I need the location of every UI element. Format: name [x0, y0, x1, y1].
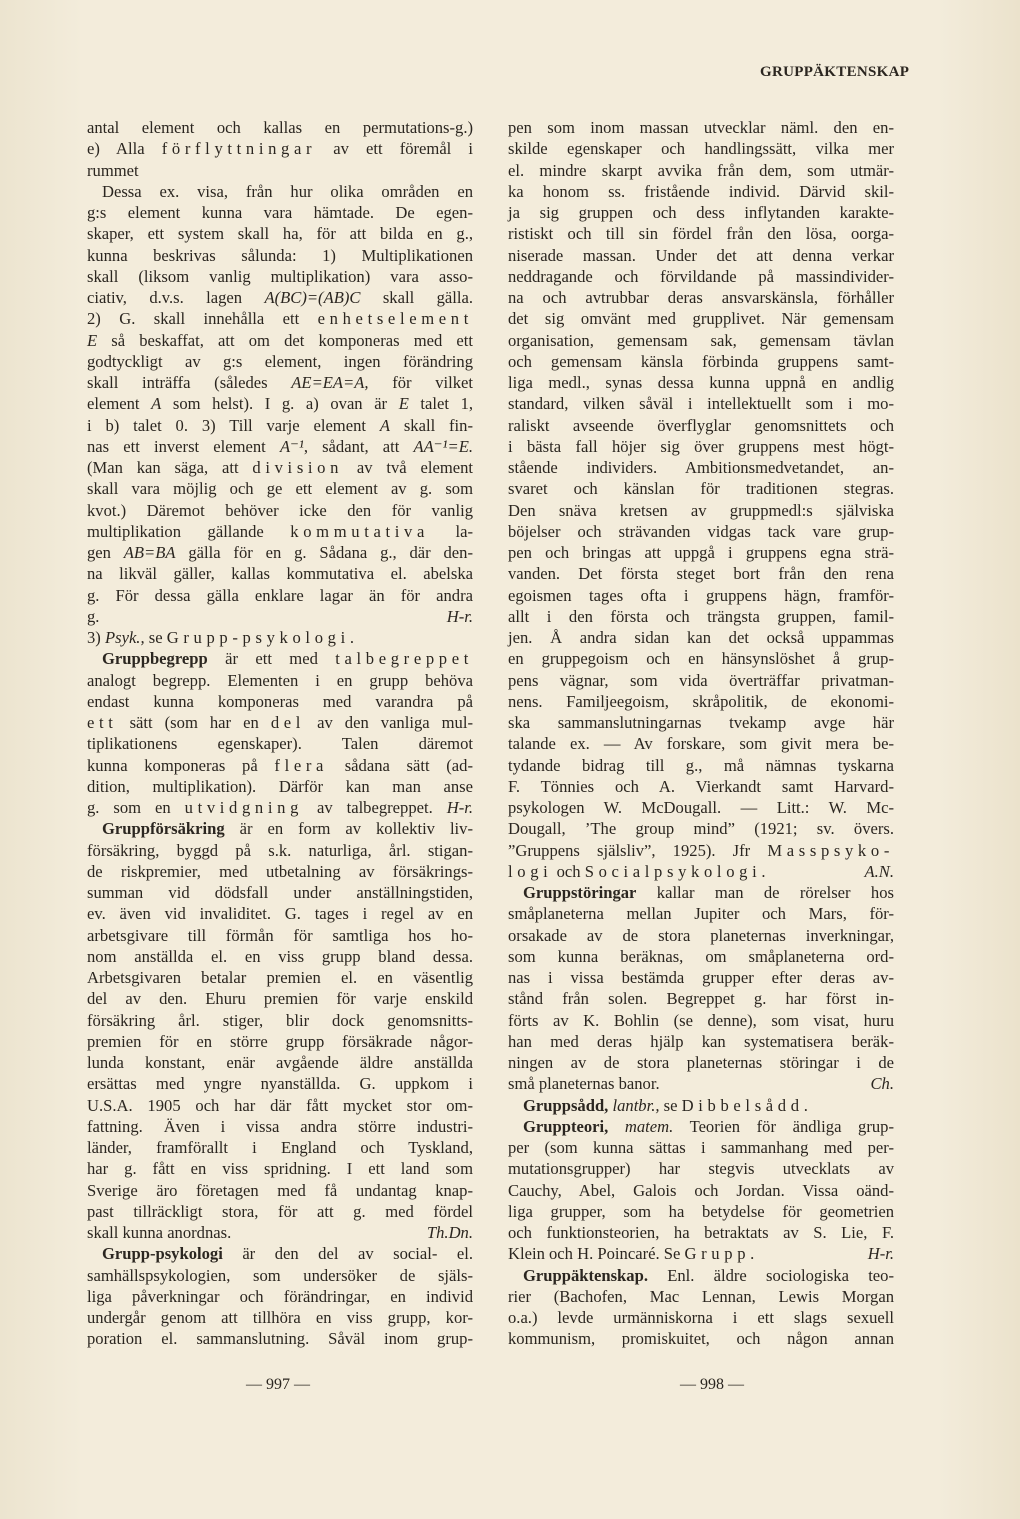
text-run: nens. Familjeegoism, skråpolitik, de ekonomi-	[508, 691, 894, 711]
italic-text: AB=BA	[123, 543, 176, 562]
text-line	[508, 1201, 894, 1222]
text-line	[87, 861, 473, 882]
text-run: har g. fått en viss spridning. I ett land som	[87, 1159, 473, 1179]
text-line	[508, 1265, 894, 1286]
text-run: niserade massan. Under det att denna verkar	[508, 245, 894, 265]
text-run: små planeternas banor.	[508, 1074, 660, 1094]
text-run: skall fin-	[389, 415, 473, 435]
text-line	[508, 181, 894, 202]
text-line	[508, 287, 894, 308]
text-run: böjelser och strävanden vidgas tack vare grup-	[508, 521, 894, 541]
text-line	[508, 266, 894, 287]
text-line	[508, 372, 894, 393]
text-line	[508, 925, 894, 946]
text-line	[508, 1243, 894, 1264]
running-title: GRUPPÄKTENSKAP	[760, 64, 910, 80]
spaced-emphasis: förflyttningar	[161, 139, 317, 159]
text-run: past tillräckligt stora, för att g. med fördel	[87, 1201, 473, 1221]
spaced-emphasis: Grupp.	[684, 1244, 759, 1264]
text-line	[508, 755, 894, 776]
text-line	[87, 1243, 473, 1264]
text-line	[87, 1286, 473, 1307]
text-run: 3)	[87, 628, 105, 647]
text-line	[508, 585, 894, 606]
text-run: det sig omvänt med grupplivet. När gemensam	[508, 309, 894, 329]
text-line	[87, 287, 473, 308]
text-line	[87, 1010, 473, 1031]
text-run: kommunism, promiskuitet, och någon annan	[508, 1329, 894, 1349]
text-run: neddragande och förvildande på massindivider-	[508, 266, 894, 286]
text-run: ska sammanslutningarnas tvekamp avge här	[508, 713, 894, 732]
text-line	[87, 138, 473, 159]
text-run: g:s element kunna vara hämtade. De egen-	[87, 203, 473, 222]
text-line	[508, 1010, 894, 1031]
text-run: av ett föremål i	[333, 139, 473, 159]
text-run: ”Gruppens själsliv”, 1925). Jfr	[508, 840, 768, 860]
text-line	[508, 521, 894, 542]
text-run: som helst). I g. a) ovan är	[161, 394, 399, 414]
text-line	[508, 542, 894, 563]
text-run: och	[556, 861, 585, 881]
text-run: sådana sätt (ad-	[344, 755, 473, 775]
text-line	[508, 1286, 894, 1307]
text-run: ka honom ss. fristående individ. Därvid skil-	[508, 181, 894, 201]
text-line	[508, 1137, 894, 1158]
text-run: endast kunna komponeras med varandra på	[87, 691, 473, 711]
text-run: förts av K. Bohlin (se denne), som visat, huru	[508, 1010, 894, 1030]
text-run: 2) G. skall innehålla ett	[87, 309, 318, 329]
text-run: stående individers. Ambitionsmedvetandet, an-	[508, 458, 894, 477]
text-run: nas ett inverst element	[87, 436, 280, 456]
text-run: multiplikation gällande	[87, 521, 291, 541]
text-run: Dessa ex. visa, från hur olika områden en	[102, 181, 473, 201]
text-run: e) Alla	[87, 139, 162, 159]
text-run: i b) talet 0. 3) Till varje element	[87, 415, 380, 435]
text-line	[87, 330, 473, 351]
text-run: ev. även vid invaliditet. G. tages i regel av en	[87, 904, 473, 924]
text-line	[508, 393, 894, 414]
text-run: egoismen tages ofta i gruppens hägn, framför-	[508, 585, 894, 605]
spaced-emphasis: Grupp-psykologi.	[166, 628, 359, 647]
text-run: ja sig gruppen och dess inflytanden karakte-	[508, 203, 894, 222]
text-run: Sverige äro företagen med få undantag knap-	[87, 1180, 473, 1200]
text-line	[508, 563, 894, 584]
text-run: tiplikationens egenskaper). Talen däremot	[87, 734, 473, 754]
text-line	[87, 415, 473, 436]
text-run: g.	[87, 606, 100, 626]
text-run: (Man kan säga, att	[87, 458, 253, 477]
text-line	[87, 266, 473, 287]
text-line	[87, 202, 473, 223]
italic-text: E	[398, 394, 409, 414]
text-run: talet 1,	[408, 394, 474, 414]
text-run: och gemensam känsla förbinda gruppens samt-	[508, 351, 894, 371]
text-run: se	[144, 628, 167, 647]
page-number-left: — 997 —	[246, 1376, 310, 1393]
headword: Gruppteori,	[523, 1116, 609, 1136]
headword: Gruppsådd,	[523, 1095, 609, 1115]
text-line	[87, 1222, 473, 1243]
text-line	[508, 330, 894, 351]
headword: Gruppäktenskap.	[523, 1265, 648, 1285]
text-line	[87, 1137, 473, 1158]
text-run: pen och bringas att uppgå i gruppens egna strä-	[508, 543, 894, 562]
text-run: av talbegreppet.	[316, 798, 447, 817]
text-line	[87, 436, 473, 457]
italic-text: A	[151, 394, 162, 414]
text-run: han med deras hjälp kan systematisera beräk-	[508, 1031, 894, 1051]
spaced-emphasis: Socialpsykologi.	[584, 861, 771, 881]
headword: Gruppförsäkring	[102, 819, 225, 839]
spaced-emphasis: del	[270, 713, 306, 732]
text-run: , sådant, att	[303, 436, 414, 456]
text-line	[508, 946, 894, 967]
text-line	[87, 478, 473, 499]
text-run: i bästa fall höjer sig över gruppens mest högt-	[508, 436, 894, 456]
text-line	[508, 138, 894, 159]
text-run: na likväl gäller, kallas kommutativa el. abelska	[87, 564, 473, 584]
text-line	[508, 882, 894, 903]
italic-text: A(BC)=(AB)C	[264, 288, 361, 307]
text-line	[87, 946, 473, 967]
text-run: jen. Å andra sidan kan det också uppammas	[508, 628, 894, 647]
italic-text: A⁻¹	[279, 436, 304, 456]
author-signature: A.N.	[864, 861, 894, 881]
text-run: godtyckligt av g:s element, ingen förändring	[87, 351, 473, 371]
text-run: de riskpremier, med utbetalning av försäkrings-	[87, 861, 473, 881]
text-line	[87, 223, 473, 244]
spaced-emphasis: flera	[274, 755, 329, 775]
text-run: skall gälla.	[360, 288, 473, 307]
text-line	[508, 988, 894, 1009]
text-line	[87, 988, 473, 1009]
text-run: undergår genom att tillhöra en viss grupp, kor-	[87, 1308, 473, 1327]
text-line	[508, 776, 894, 797]
text-run: o.a.) levde urmänniskorna i ett slags sexuell	[508, 1308, 894, 1327]
spaced-emphasis: ett	[87, 713, 118, 732]
italic-text: lantbr.,	[612, 1095, 660, 1115]
text-run: pen som inom massan utvecklar näml. den en-	[508, 118, 894, 137]
author-signature: Th.Dn.	[426, 1223, 473, 1242]
text-run: skall vara möjlig och ge ett element av g. som	[87, 479, 473, 499]
text-run: och funktionsteorien, ha betraktats av S. Lie, F.	[508, 1223, 894, 1242]
text-run: nom anställda el. en viss grupp bland dessa.	[87, 946, 473, 966]
text-run: Dougall, ’The group mind” (1921; sv. övers.	[508, 819, 894, 839]
text-line	[87, 670, 473, 691]
text-run: skall kunna anordnas.	[87, 1223, 232, 1242]
text-line	[87, 967, 473, 988]
italic-text: Psyk.,	[104, 628, 145, 647]
text-line	[508, 1307, 894, 1328]
text-line	[508, 1095, 894, 1116]
text-line	[87, 1180, 473, 1201]
text-line	[508, 670, 894, 691]
text-run: nas i vissa bestämda grupper efter deras av-	[508, 968, 894, 987]
text-run: per (som kunna sättas i sammanhang med per-	[508, 1138, 894, 1157]
text-line	[508, 648, 894, 669]
text-line	[87, 1307, 473, 1328]
text-run: Den snäva kretsen av gruppmedl:s själviska	[508, 500, 894, 520]
text-run: samhällspsykologien, som undersöker de själs-	[87, 1265, 473, 1285]
spaced-emphasis: talbegreppet	[335, 649, 473, 669]
text-line	[87, 627, 473, 648]
text-run: lunda konstant, enär avgående äldre anställda	[87, 1053, 473, 1072]
text-line	[508, 160, 894, 181]
text-run: gälla för en g. Sådana g., där den-	[175, 543, 473, 562]
text-line	[87, 1265, 473, 1286]
page-number-right: — 998 —	[680, 1376, 744, 1393]
text-run: av två element	[356, 458, 473, 477]
spaced-emphasis: Masspsyko-	[767, 840, 894, 860]
text-run: kunna beskrivas sålunda: 1) Multiplikationen	[87, 245, 473, 265]
italic-text: matem.	[624, 1116, 674, 1136]
text-line	[508, 245, 894, 266]
text-run: länder, framförallt i England och Tyskland,	[87, 1138, 473, 1157]
text-line	[87, 797, 473, 818]
text-run: stånd från solen. Begreppet g. har först in-	[508, 989, 894, 1009]
text-run: poration el. sammanslutning. Såväl inom grup-	[87, 1329, 473, 1349]
text-run: rummet	[87, 160, 139, 180]
text-line	[508, 415, 894, 436]
text-run: vanden. Det första steget bort från den rena	[508, 564, 894, 584]
spaced-emphasis: logi	[508, 861, 553, 881]
text-run: arbetsgivare till förmån för samtliga hos ho-	[87, 925, 473, 945]
text-line	[87, 1158, 473, 1179]
text-run: U.S.A. 1905 och har där fått mycket stor om-	[87, 1095, 473, 1115]
text-line	[87, 606, 473, 627]
text-run: sätt (som har en	[129, 713, 271, 732]
text-line	[87, 542, 473, 563]
text-run: standard, vilken såväl i intellektuellt som i mo-	[508, 394, 894, 414]
text-line	[508, 1052, 894, 1073]
text-run: pens vägnar, som vida överträffar privatman-	[508, 670, 894, 690]
text-run: analogt begrepp. Elementen i en grupp behöva	[87, 670, 473, 690]
text-line	[87, 903, 473, 924]
text-line	[87, 1328, 473, 1349]
text-run: g. För dessa gälla enklare lagar än för andra	[87, 585, 473, 605]
headword: Grupp-psykologi	[102, 1244, 223, 1264]
text-run: talande ex. — Av forskare, som givit mera be-	[508, 734, 894, 754]
text-line	[508, 351, 894, 372]
text-line	[87, 160, 473, 181]
left-column	[87, 117, 473, 1350]
right-column	[508, 117, 894, 1350]
text-line	[508, 627, 894, 648]
text-line	[508, 1073, 894, 1094]
text-run: svaret och känslan för traditionen stegras.	[508, 479, 894, 499]
text-line	[87, 882, 473, 903]
text-line	[87, 648, 473, 669]
spaced-emphasis: utvidgning	[184, 798, 304, 817]
text-line	[508, 1031, 894, 1052]
text-run: kunna komponeras på	[87, 755, 275, 775]
spaced-emphasis: kommutativa	[290, 521, 429, 541]
text-run: liga medl., synas dessa kunna uppnå en andlig	[508, 373, 894, 392]
text-line	[508, 1180, 894, 1201]
text-run: Teorien för ändliga grup-	[673, 1116, 894, 1136]
text-run: Enl. äldre sociologiska teo-	[647, 1265, 894, 1285]
text-run: rier (Bachofen, Mac Lennan, Lewis Morgan	[508, 1286, 894, 1306]
text-run: gen	[87, 543, 124, 562]
text-line	[508, 691, 894, 712]
text-line	[508, 818, 894, 839]
text-run: ersättas med yngre nyanställda. G. uppkom i	[87, 1074, 473, 1094]
text-run: för vilket	[368, 373, 473, 392]
text-run: fattning. Även i vissa andra större industri-	[87, 1116, 473, 1136]
text-run: skilde egenskaper och handlingssätt, vilka mer	[508, 139, 894, 159]
text-line	[87, 245, 473, 266]
text-run: som kunna beräknas, om småplaneterna ord-	[508, 946, 894, 966]
text-line	[87, 818, 473, 839]
text-line	[508, 478, 894, 499]
text-run: försäkring årl. stiger, blir dock genomsnitts-	[87, 1010, 473, 1030]
headword: Gruppbegrepp	[102, 649, 208, 669]
text-line	[508, 861, 894, 882]
text-line	[508, 712, 894, 733]
text-run: småplaneterna mellan Jupiter och Mars, för-	[508, 904, 894, 924]
text-line	[87, 308, 473, 329]
text-run: liga påverkningar och förändringar, en individ	[87, 1286, 473, 1306]
author-signature: Ch.	[870, 1074, 894, 1094]
text-line	[87, 457, 473, 478]
text-line	[508, 1158, 894, 1179]
text-run: antal element och kallas en permutations-g.)	[87, 118, 473, 137]
text-run: är en form av kollektiv liv-	[224, 819, 473, 839]
text-line	[87, 372, 473, 393]
text-run: försäkring, byggd på s.k. naturliga, årl. stigan-	[87, 840, 473, 860]
text-run: ristiskt och till sin fördel från den lösa, oorga-	[508, 224, 894, 244]
text-line	[87, 1052, 473, 1073]
spaced-emphasis: Dibbelsådd.	[681, 1095, 813, 1115]
text-run: ningen av de stora planeternas störingar i de	[508, 1053, 894, 1072]
text-run: allt i den första och trängsta gruppen, famil-	[508, 606, 894, 626]
text-line	[508, 308, 894, 329]
text-run: kvot.) Däremot behöver icke den för vanlig	[87, 500, 473, 520]
text-line	[87, 691, 473, 712]
text-line	[87, 1201, 473, 1222]
text-run: liga grupper, som ha betydelse för geometrien	[508, 1201, 894, 1221]
text-run: la-	[455, 521, 473, 541]
text-run: en gruppegoism och en hänsynslöshet å grup-	[508, 649, 894, 669]
text-line	[87, 500, 473, 521]
text-line	[87, 563, 473, 584]
author-signature: H-r.	[867, 1244, 894, 1264]
text-line	[508, 840, 894, 861]
text-run: skall (liksom vanlig multiplikation) vara asso-	[87, 266, 473, 286]
text-run: mutationsgrupper) har stegvis utvecklats av	[508, 1159, 894, 1179]
text-run: F. Tönnies och A. Vierkandt samt Harvard-	[508, 776, 894, 796]
text-line	[508, 903, 894, 924]
text-line	[508, 1116, 894, 1137]
text-line	[508, 733, 894, 754]
text-line	[508, 1222, 894, 1243]
text-line	[87, 351, 473, 372]
text-line	[87, 521, 473, 542]
text-line	[87, 840, 473, 861]
text-run: premien för en större grupp försäkrade någor-	[87, 1031, 473, 1051]
text-run: organisation, gemensam sak, gemensam tävlan	[508, 330, 894, 350]
text-run: är den del av social- el.	[222, 1244, 473, 1264]
text-run: Klein och H. Poincaré. Se	[508, 1244, 685, 1264]
text-run: är ett med	[207, 649, 336, 669]
text-run: el. mindre skarpt avvika från dem, som utmär-	[508, 160, 894, 180]
text-line	[87, 117, 473, 138]
text-line	[87, 393, 473, 414]
text-line	[87, 1095, 473, 1116]
text-line	[87, 1073, 473, 1094]
text-line	[508, 202, 894, 223]
author-signature: H-r.	[446, 606, 473, 626]
text-line	[87, 585, 473, 606]
text-run: ciativ, d.v.s. lagen	[87, 288, 265, 307]
text-line	[508, 606, 894, 627]
text-run: psykologen W. McDougall. — Litt.: W. Mc-	[508, 798, 894, 817]
headword: Gruppstöringar	[523, 883, 637, 902]
text-line	[87, 1116, 473, 1137]
italic-text: AE=EA=A,	[291, 373, 369, 392]
text-run: raliskt avseende överflyglar genomsnittets och	[508, 415, 894, 435]
text-line	[87, 776, 473, 797]
text-line	[508, 457, 894, 478]
spaced-emphasis: enhetselement	[317, 309, 473, 329]
text-run: element	[87, 394, 152, 414]
text-line	[508, 797, 894, 818]
text-line	[87, 1031, 473, 1052]
text-run: se	[659, 1095, 682, 1115]
text-run	[608, 1117, 625, 1136]
spaced-emphasis: division	[252, 458, 344, 477]
text-line	[508, 117, 894, 138]
text-run: dition, multiplikation). Därför kan man anse	[87, 776, 473, 796]
text-line	[508, 223, 894, 244]
text-run: orsakade av de stora planeternas inverkningar,	[508, 925, 894, 945]
italic-text: A	[379, 415, 390, 435]
text-run: av den vanliga mul-	[317, 713, 473, 732]
text-run: så beskaffat, att om det komponeras med ett	[97, 330, 473, 350]
text-line	[508, 967, 894, 988]
text-line	[508, 436, 894, 457]
italic-text: AA⁻¹=E.	[413, 436, 473, 456]
text-run: summan vid dödsfall under anställningstiden,	[87, 883, 473, 902]
italic-text: E	[87, 330, 98, 350]
text-run: tydande bidrag till g., må nämnas tyskarna	[508, 755, 894, 775]
text-run: Cauchy, Abel, Galois och Jordan. Vissa oänd-	[508, 1180, 894, 1200]
text-line	[508, 500, 894, 521]
text-line	[508, 1328, 894, 1349]
text-line	[87, 755, 473, 776]
text-run: g. som en	[87, 798, 185, 817]
text-line	[87, 733, 473, 754]
text-line	[87, 181, 473, 202]
text-run: del av den. Ehuru premien för varje enskild	[87, 989, 473, 1009]
text-run: na och avtrubbar deras ansvarskänsla, förhåller	[508, 288, 894, 307]
text-run: skall inträffa (således	[87, 373, 292, 392]
text-line	[87, 712, 473, 733]
text-run: kallar man de rörelser hos	[636, 883, 894, 902]
text-run: skaper, ett system skall ha, för att bilda en g.,	[87, 224, 473, 244]
text-run: Arbetsgivaren betalar premien el. en väsentlig	[87, 968, 473, 987]
text-line	[87, 925, 473, 946]
italic-text: H-r.	[446, 798, 473, 817]
